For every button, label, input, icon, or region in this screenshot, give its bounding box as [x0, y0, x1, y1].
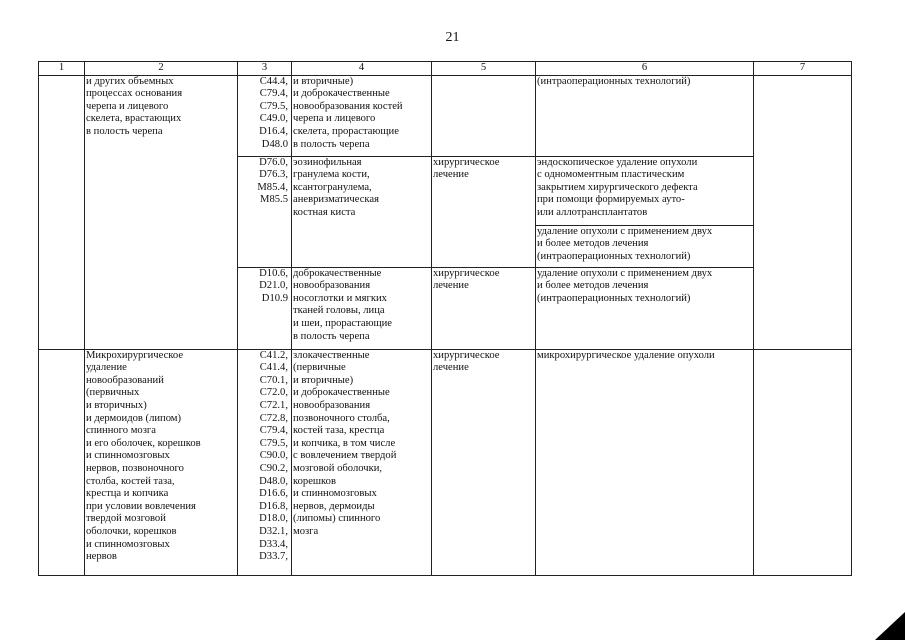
row1a-treatment-type: [432, 75, 536, 156]
page-number: 21: [445, 30, 460, 45]
row2-icd-codes: C41.2, C41.4, C70.1, C72.0, C72.1, C72.8, C79.4, C79.5, C90.0, C90.2, D48.0, D16.6, D16.8, D18.0, D32.1, D33.4, D33.7,: [238, 349, 292, 575]
row1c-icd-codes: D10.6, D21.0, D10.9: [238, 267, 292, 349]
table-row: [39, 75, 852, 156]
scan-corner-mark: [875, 612, 905, 640]
header-col-5: 5: [432, 62, 536, 76]
header-col-7: 7: [754, 62, 852, 76]
row2-treatment-method: микрохирургическое удаление опухоли: [536, 349, 754, 575]
row1-procedure-name: и других объемных процессах основания черепа и лицевого скелета, врастающих в полость черепа: [85, 75, 238, 349]
row1b-treatment-method-2: удаление опухоли с применением двух и более методов лечения (интраоперационных технологий): [536, 225, 754, 267]
row2-treatment-type: хирургическое лечение: [432, 349, 536, 575]
row1a-treatment-method: (интраоперационных технологий): [536, 75, 754, 156]
header-col-6: 6: [536, 62, 754, 76]
table-header-row: [39, 62, 852, 76]
row1-index-cell: [39, 75, 85, 349]
header-col-1: 1: [39, 62, 85, 76]
header-col-2: 2: [85, 62, 238, 76]
row1a-patient-model: и вторичные) и доброкачественные новообразования костей черепа и лицевого скелета, прорастающие в полость черепа: [292, 75, 432, 156]
row2-patient-model: злокачественные (первичные и вторичные) и доброкачественные новообразования позвоночного столба, костей таза, крестца и копчика, в том числе с вовлечением твердой мозговой оболочки, корешков и спинномозговых нервов, дермоиды (липомы) спинного мозга: [292, 349, 432, 575]
row1b-patient-model: эозинофильная гранулема кости, ксантогранулема, аневризматическая костная киста: [292, 156, 432, 267]
row1a-icd-codes: C44.4, C79.4, C79.5, C49.0, D16.4, D48.0: [238, 75, 292, 156]
row1c-treatment-type: хирургическое лечение: [432, 267, 536, 349]
row1c-patient-model: доброкачественные новообразования носоглотки и мягких тканей головы, лица и шеи, прорастающие в полость черепа: [292, 267, 432, 349]
row2-procedure-name: Микрохирургическое удаление новообразований (первичных и вторичных) и дермоидов (липом) спинного мозга и его оболочек, корешков и спинномозговых нервов, позвоночного столба, костей таза, крестца и копчика при условии вовлечения твердой мозговой оболочки, корешков и спинномозговых нервов: [85, 349, 238, 575]
header-col-4: 4: [292, 62, 432, 76]
row1b-treatment-method-1: эндоскопическое удаление опухоли с одномоментным пластическим закрытием хирургического дефекта при помощи формируемых ауто- или аллотрансплантатов: [536, 156, 754, 225]
table-row: [39, 349, 852, 575]
header-col-3: 3: [238, 62, 292, 76]
row1-cost-cell: [754, 75, 852, 349]
row2-cost-cell: [754, 349, 852, 575]
medical-procedures-table: [38, 61, 852, 576]
row1b-icd-codes: D76.0, D76.3, M85.4, M85.5: [238, 156, 292, 267]
row2-index-cell: [39, 349, 85, 575]
row1b-treatment-type: хирургическое лечение: [432, 156, 536, 267]
row1c-treatment-method: удаление опухоли с применением двух и более методов лечения (интраоперационных технологий): [536, 267, 754, 349]
